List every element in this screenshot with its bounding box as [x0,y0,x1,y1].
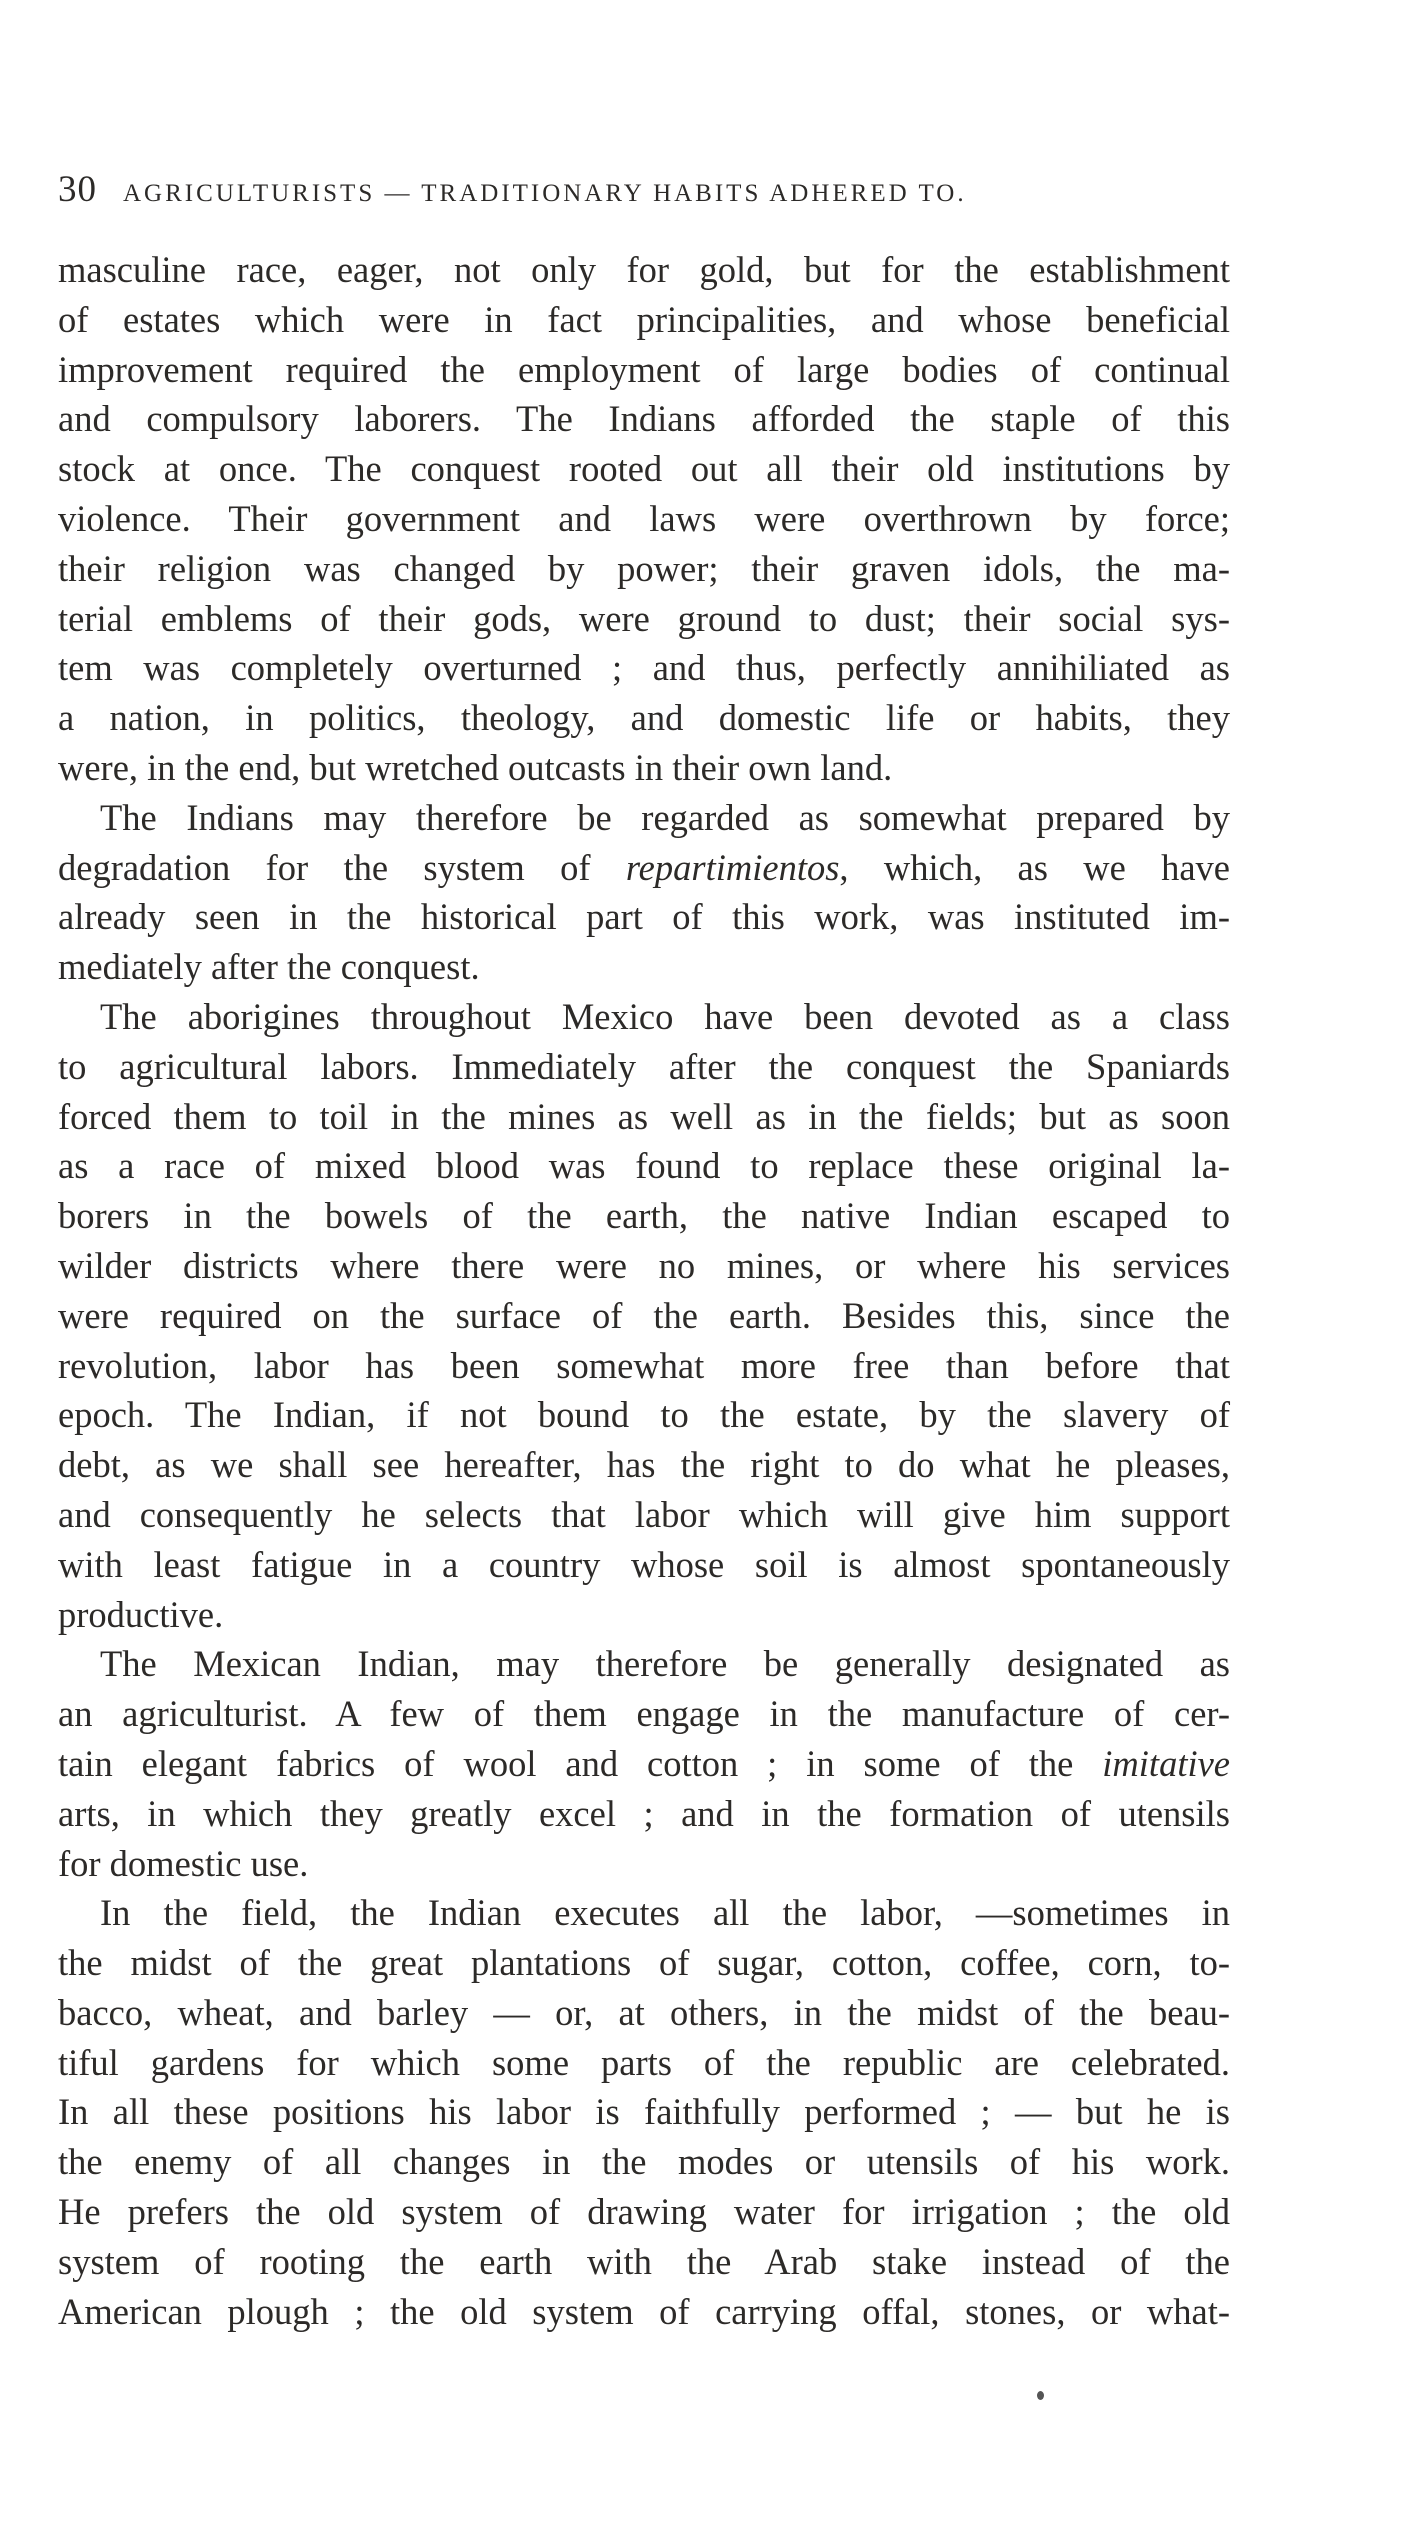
text-line: the midst of the great plantations of sugar, cotton, coffee, corn, to- [58,1942,1230,1984]
text-line: improvement required the employment of large bodies of continual [58,348,1230,390]
paragraph-end-line: for domestic use. [58,1842,309,1884]
running-head [58,168,1238,220]
text-fragment: tain elegant fabrics of wool and cotton ; in some of the [58,1742,1103,1784]
text-line: an agriculturist. A few of them engage in the manufacture of cer- [58,1693,1230,1735]
text-line: and compulsory laborers. The Indians afforded the staple of this [58,398,1230,440]
text-line: arts, in which they greatly excel ; and in the formation of utensils [58,1792,1230,1834]
text-line: forced them to toil in the mines as well as in the fields; but as soon [58,1095,1230,1137]
text-line-with-italic [58,1739,1230,1789]
text-line: system of rooting the earth with the Arab stake instead of the [58,2240,1230,2282]
paragraph-end-line: were, in the end, but wretched outcasts in their own land. [58,746,893,788]
text-line: tem was completely overturned ; and thus, perfectly annihiliated as [58,647,1230,689]
running-title: AGRICULTURISTS — TRADITIONARY HABITS ADHERED TO. [123,180,967,207]
italic-term: imitative [1102,1742,1230,1784]
text-line: were required on the surface of the earth. Besides this, since the [58,1294,1230,1336]
text-fragment: degradation for the system of [58,846,626,888]
paragraph-end-line: productive. [58,1593,224,1635]
text-line-with-italic [58,843,1230,893]
text-line: masculine race, eager, not only for gold, but for the establishment [58,249,1230,290]
text-line: borers in the bowels of the earth, the native Indian escaped to [58,1195,1230,1237]
text-line: In all these positions his labor is faithfully performed ; — but he is [58,2091,1230,2133]
text-line: to agricultural labors. Immediately after the conquest the Spaniards [58,1045,1230,1087]
page-number: 30 [58,169,97,210]
text-fragment: , which, as we have [839,846,1231,888]
paragraph-start-line: The Indians may therefore be regarded as somewhat prepared by [100,796,1230,838]
text-line: bacco, wheat, and barley — or, at others, in the midst of the beau- [58,1991,1230,2033]
text-line: their religion was changed by power; their graven idols, the ma- [58,547,1230,589]
text-line: terial emblems of their gods, were ground to dust; their social sys- [58,597,1230,639]
text-line: of estates which were in fact principalities, and whose beneficial [58,298,1230,340]
text-line: revolution, labor has been somewhat more free than before that [58,1344,1230,1386]
body-text [58,245,1230,2336]
text-line: and consequently he selects that labor which will give him support [58,1493,1230,1535]
ink-speck [1037,2391,1044,2400]
text-line: wilder districts where there were no mines, or where his services [58,1244,1230,1286]
text-line: as a race of mixed blood was found to replace these original la- [58,1145,1230,1187]
text-line: tiful gardens for which some parts of the republic are celebrated. [58,2041,1230,2083]
paragraph-start-line: In the field, the Indian executes all the labor, —sometimes in [100,1892,1230,1934]
text-line: He prefers the old system of drawing water for irrigation ; the old [58,2191,1230,2233]
paragraph-end-line: mediately after the conquest. [58,946,480,988]
text-line: a nation, in politics, theology, and domestic life or habits, they [58,697,1230,739]
text-line: stock at once. The conquest rooted out all their old institutions by [58,448,1230,490]
text-line: violence. Their government and laws were overthrown by force; [58,497,1230,539]
text-line: epoch. The Indian, if not bound to the estate, by the slavery of [58,1394,1230,1436]
text-line: American plough ; the old system of carrying offal, stones, or what- [58,2290,1230,2332]
italic-term: repartimientos [625,846,840,888]
text-line: with least fatigue in a country whose soil is almost spontaneously [58,1543,1230,1585]
text-line: already seen in the historical part of this work, was instituted im- [58,896,1230,938]
text-line: the enemy of all changes in the modes or utensils of his work. [58,2141,1230,2183]
text-line: debt, as we shall see hereafter, has the right to do what he pleases, [58,1444,1230,1486]
paragraph-start-line: The Mexican Indian, may therefore be generally designated as [100,1643,1230,1685]
paragraph-start-line: The aborigines throughout Mexico have been devoted as a class [100,995,1230,1037]
